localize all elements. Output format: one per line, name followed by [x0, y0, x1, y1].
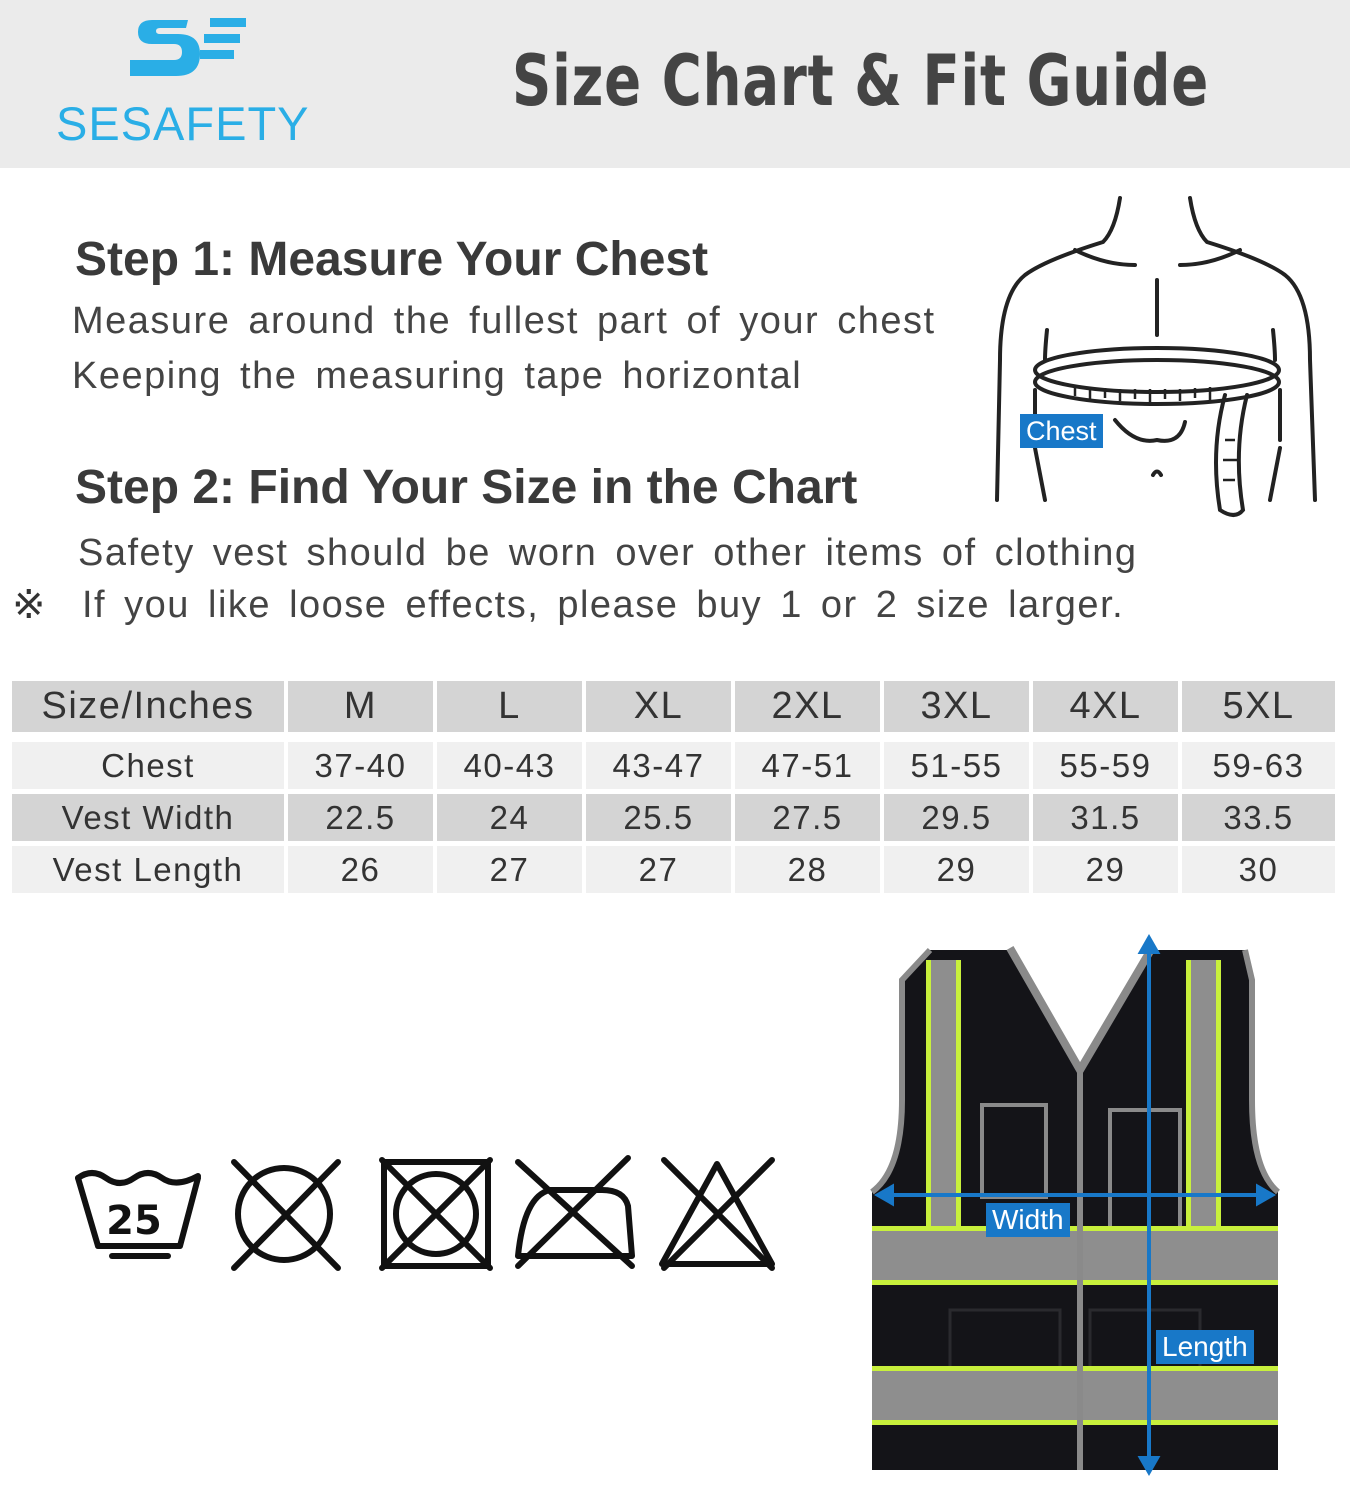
page-title: Size Chart & Fit Guide: [512, 40, 1210, 122]
table-cell: 59-63: [1182, 742, 1335, 789]
table-cell: 24: [437, 794, 582, 841]
table-header-cell: L: [437, 681, 582, 732]
table-header-cell: 4XL: [1033, 681, 1178, 732]
table-cell: 30: [1182, 846, 1335, 893]
step1-line2: Keeping the measuring tape horizontal: [72, 355, 803, 397]
table-header-row: [12, 681, 1335, 732]
table-row: [12, 794, 1335, 841]
table-header-cell: 5XL: [1182, 681, 1335, 732]
step2-heading: Step 2: Find Your Size in the Chart: [75, 461, 858, 514]
table-header-cell: 3XL: [884, 681, 1029, 732]
do-not-bleach-icon: [662, 1160, 772, 1268]
table-cell: 40-43: [437, 742, 582, 789]
table-header-cell: XL: [586, 681, 731, 732]
table-cell: 27: [586, 846, 731, 893]
table-cell: 47-51: [735, 742, 880, 789]
care-instructions: [72, 1148, 782, 1278]
wash-temp-label: 25: [106, 1198, 162, 1244]
table-cell: 29: [1033, 846, 1178, 893]
table-cell: 37-40: [288, 742, 433, 789]
do-not-iron-icon: [518, 1158, 632, 1266]
logo-mark-icon: [130, 14, 250, 84]
table-cell: 22.5: [288, 794, 433, 841]
table-cell: 26: [288, 846, 433, 893]
table-cell: 27.5: [735, 794, 880, 841]
header-bar: [0, 0, 1350, 168]
step2-line2: If you like loose effects, please buy 1 or 2 size larger.: [82, 584, 1125, 626]
table-cell: 25.5: [586, 794, 731, 841]
table-cell: Vest Length: [12, 846, 284, 893]
table-cell: 29: [884, 846, 1029, 893]
table-header-cell: M: [288, 681, 433, 732]
table-cell: 43-47: [586, 742, 731, 789]
vest-diagram: [860, 930, 1290, 1480]
table-cell: 51-55: [884, 742, 1029, 789]
table-cell: 29.5: [884, 794, 1029, 841]
note-mark-icon: ※: [12, 583, 46, 627]
table-cell: 27: [437, 846, 582, 893]
table-header-cell: 2XL: [735, 681, 880, 732]
table-header-cell: Size/Inches: [12, 681, 284, 732]
width-label: Width: [986, 1203, 1070, 1237]
table-cell: 28: [735, 846, 880, 893]
table-row: [12, 846, 1335, 893]
size-chart-table: [8, 676, 1339, 898]
table-row: [12, 742, 1335, 789]
length-label: Length: [1156, 1330, 1254, 1364]
table-cell: 31.5: [1033, 794, 1178, 841]
do-not-tumble-dry-icon: [234, 1162, 338, 1268]
brand-name: SESAFETY: [56, 97, 310, 150]
brand-logo: [52, 14, 312, 154]
step2-line1: Safety vest should be worn over other items of clothing: [78, 532, 1138, 574]
step1-line1: Measure around the fullest part of your chest: [72, 300, 936, 342]
do-not-dry-clean-icon: [382, 1160, 490, 1268]
step1-heading: Step 1: Measure Your Chest: [75, 233, 709, 286]
table-cell: 33.5: [1182, 794, 1335, 841]
chest-measure-diagram: [985, 190, 1330, 525]
table-cell: Vest Width: [12, 794, 284, 841]
table-cell: Chest: [12, 742, 284, 789]
table-cell: 55-59: [1033, 742, 1178, 789]
chest-label: Chest: [1020, 414, 1103, 448]
